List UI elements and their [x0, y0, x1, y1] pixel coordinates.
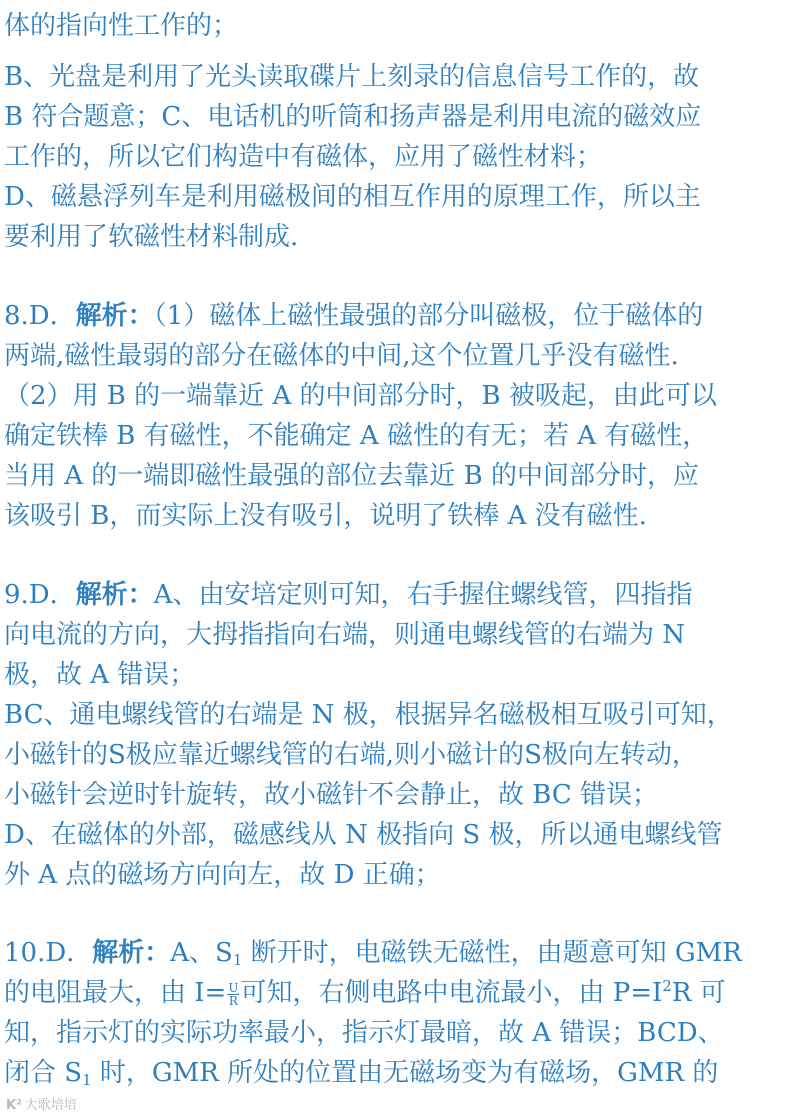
- answer-text: 可知，右侧电路中电流最小，由 P=I: [240, 978, 663, 1008]
- text-line: [4, 1054, 786, 1092]
- subscript: 1: [232, 951, 243, 969]
- answer-text: 的电阻最大，由 I=: [4, 978, 227, 1008]
- text-line: BC、通电螺线管的右端是 N 极，根据异名磁极相互吸引可知，: [4, 700, 733, 730]
- text-line: 小磁针会逆时针旋转，故小磁针不会静止，故 BC 错误；: [4, 780, 659, 810]
- text-line: 确定铁棒 B 有磁性，不能确定 A 磁性的有无；若 A 有磁性，: [4, 421, 709, 451]
- text-line: B 符合题意；C、电话机的听筒和扬声器是利用电流的磁效应: [4, 102, 702, 132]
- answer-number: 8.D．: [4, 301, 76, 331]
- text-line: 知，指示灯的实际功率最小，指示灯最暗，故 A 错误；BCD、: [4, 1018, 724, 1048]
- answer-8-first-line: [4, 297, 786, 335]
- text-line: B、光盘是利用了光头读取碟片上刻录的信息信号工作的，故: [4, 62, 700, 92]
- text-line: 当用 A 的一端即磁性最强的部位去靠近 B 的中间部分时，应: [4, 461, 699, 491]
- answer-text: R 可: [671, 978, 726, 1008]
- answer-text: 断开时，电磁铁无磁性，由题意可知 GMR: [242, 938, 742, 968]
- text-line: D、在磁体的外部，磁感线从 N 极指向 S 极，所以通电螺线管: [4, 820, 723, 850]
- answer-text: A、S: [170, 938, 233, 968]
- fraction-denominator: R: [228, 993, 238, 1008]
- answer-9-first-line: [4, 576, 786, 614]
- fraction-numerator: U: [228, 980, 239, 995]
- answer-text: 闭合 S: [4, 1058, 83, 1088]
- text-line: 两端,磁性最弱的部分在磁体的中间,这个位置几乎没有磁性.: [4, 341, 679, 371]
- answer-text: 时，GMR 所处的位置由无磁场变为有磁场，GMR 的: [91, 1058, 719, 1088]
- text-line: 外 A 点的磁场方向向左，故 D 正确；: [4, 860, 441, 890]
- subscript: 1: [82, 1071, 92, 1089]
- text-line: 工作的，所以它们构造中有磁体，应用了磁性材料；: [4, 142, 603, 172]
- text-line: 小磁针的S极应靠近螺线管的右端,则小磁计的S极向左转动，: [4, 740, 698, 770]
- text-line: 体的指向性工作的；: [4, 11, 239, 41]
- text-line: [4, 974, 786, 1012]
- watermark-logo-icon: K²: [6, 1098, 22, 1113]
- analysis-label: 解析：: [75, 301, 154, 331]
- text-line: （2）用 B 的一端靠近 A 的中间部分时，B 被吸起，由此可以: [4, 381, 717, 411]
- text-line: 要利用了软磁性材料制成.: [4, 222, 299, 252]
- answer-text: （1）磁体上磁性最强的部分叫磁极，位于磁体的: [153, 301, 704, 331]
- watermark: [6, 1094, 77, 1113]
- answer-number: 9.D．: [4, 580, 76, 610]
- watermark-text: 大歌培培: [24, 1098, 77, 1113]
- text-line: 极，故 A 错误；: [4, 660, 196, 690]
- analysis-label: 解析：: [92, 938, 171, 968]
- analysis-label: 解析：: [75, 580, 154, 610]
- answer-text: A、由安培定则可知，右手握住螺线管，四指指: [153, 580, 693, 610]
- answer-10-first-line: [4, 934, 786, 972]
- text-line: D、磁悬浮列车是利用磁极间的相互作用的原理工作，所以主: [4, 182, 701, 212]
- text-line: 向电流的方向，大拇指指向右端，则通电螺线管的右端为 N: [4, 620, 686, 650]
- answer-number: 10.D．: [4, 938, 93, 968]
- text-line: 该吸引 B，而实际上没有吸引，说明了铁棒 A 没有磁性.: [4, 501, 647, 531]
- superscript: 2: [662, 977, 672, 995]
- fraction: [227, 982, 239, 1007]
